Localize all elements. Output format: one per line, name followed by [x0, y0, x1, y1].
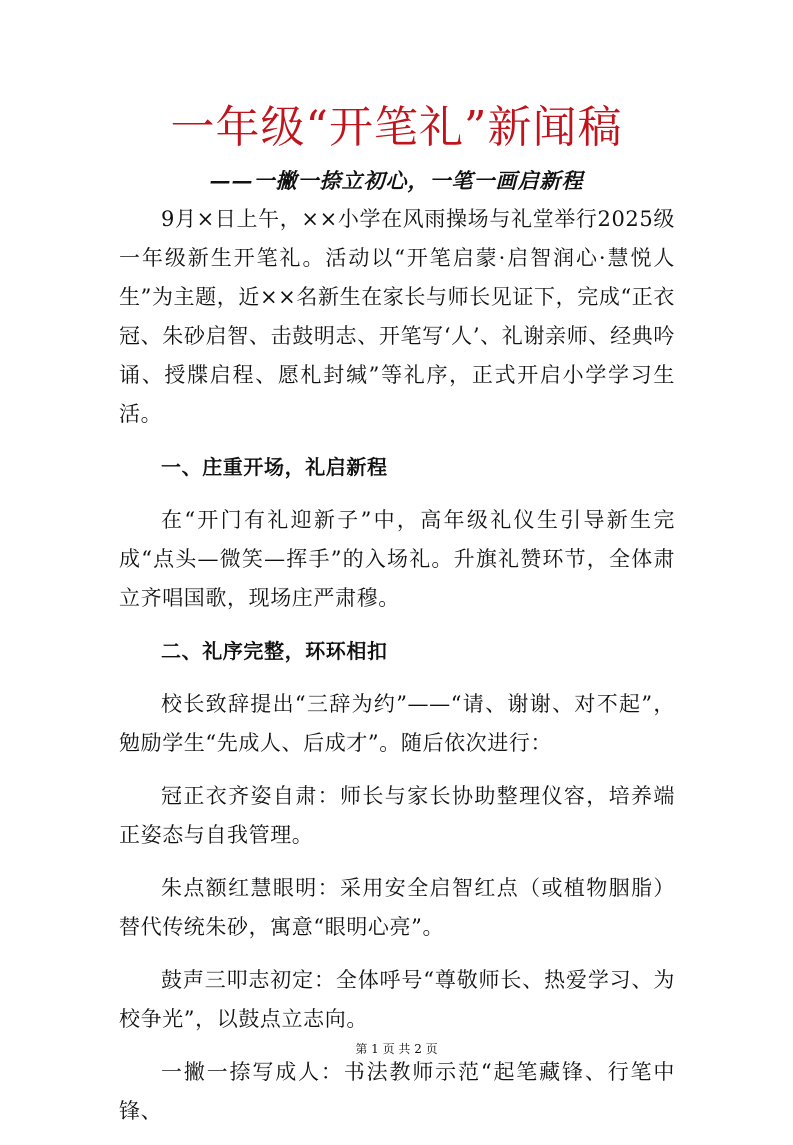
paragraph-ritual-writing: 一撇一捺写成人：书法教师示范“起笔藏锋、行笔中锋、 — [119, 1060, 675, 1123]
paragraph-intro: 9月×日上午，××小学在风雨操场与礼堂举行2025级一年级新生开笔礼。活动以“开笔启蒙·启智润心·慧悦人生”为主题，近××名新生在家长与师长见证下，完成“正衣冠、朱砂启智、击鼓明志、开笔写‘人’、礼谢亲师、经典吟诵、授牒启程、愿札封缄”等礼序，正式开启小学学习生活。 — [119, 207, 675, 426]
document-subtitle: ——一撇一捺立初心，一笔一画启新程 — [209, 168, 584, 193]
paragraph-ritual-red-dot: 朱点额红慧眼明：采用安全启智红点（或植物胭脂）替代传统朱砂，寓意“眼明心亮”。 — [119, 876, 675, 939]
document-title: 一年级“开笔礼”新闻稿 — [170, 102, 623, 153]
section-heading-2: 二、礼序完整，环环相扣 — [161, 639, 388, 663]
paragraph-opening: 在“开门有礼迎新子”中，高年级礼仪生引导新生完成“点头—微笑—挥手”的入场礼。升旗礼赞环节，全体肃立齐唱国歌，现场庄严肃穆。 — [119, 508, 675, 610]
page-footer: 第 1 页 共 2 页 — [355, 1042, 438, 1056]
paragraph-principal-speech: 校长致辞提出“三辞为约”——“请、谢谢、对不起”，勉励学生“先成人、后成才”。随后依次进行： — [119, 692, 675, 755]
section-heading-1: 一、庄重开场，礼启新程 — [161, 455, 388, 479]
paragraph-ritual-drum: 鼓声三叩志初定：全体呼号“尊敬师长、热爱学习、为校争光”，以鼓点立志向。 — [119, 968, 675, 1031]
paragraph-ritual-dress: 冠正衣齐姿自肃：师长与家长协助整理仪容，培养端正姿态与自我管理。 — [119, 784, 675, 847]
document-body — [119, 200, 675, 1145]
